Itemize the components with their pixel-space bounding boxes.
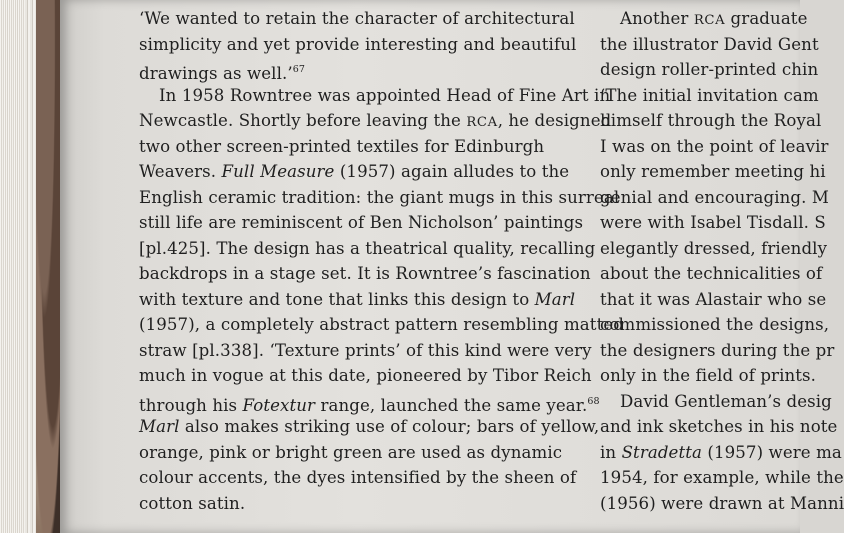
left-text-segment: range, launched the same year. [315,395,588,415]
right-text-segment: 1954, for example, while the [600,468,844,487]
left-text-line [139,363,609,389]
left-text-segment: (1957), a completely abstract pattern resembling matted [139,315,624,334]
right-text-line [600,32,819,58]
right-text-segment: Stradetta [621,442,703,462]
left-text-segment: Marl [534,289,576,309]
book-page [60,0,844,533]
left-text-segment: with texture and tone that links this design to [139,289,535,309]
left-text-line [139,108,612,134]
right-text-line [600,363,817,389]
right-text-segment: about the technicalities of [600,264,823,283]
left-text-segment: much in vogue at this date, pioneered by Tibor Reich [139,366,592,385]
right-text-line [600,312,830,338]
left-text-line [139,312,624,338]
left-text-segment: through his [139,395,243,415]
left-text-line [139,185,620,211]
left-text-line [139,236,609,262]
right-text-segment: (1956) were drawn at Manni [600,493,844,513]
left-text-segment: cotton satin. [139,493,246,513]
left-text-segment: , he designed [497,111,612,130]
left-text-segment: Marl [139,417,180,436]
left-text-line [139,440,609,466]
right-text-segment: David Gentleman’s desig [620,391,832,411]
left-text-line [139,57,609,83]
right-text-line [600,83,819,109]
right-text-segment: ‘The initial invitation cam [600,85,819,105]
right-text-segment: graduate [725,9,808,28]
left-text-segment: colour accents, the dyes intensified by the sheen of [139,468,577,487]
right-text-line [600,159,826,185]
stacked-pages-edge [0,0,24,533]
left-text-segment: two other screen-printed textiles for Edinburgh [139,136,545,156]
right-text-segment: that it was Alastair who se [600,289,827,309]
left-text-line [139,389,609,415]
right-text-segment: and ink sketches in his note [600,417,838,436]
left-text-segment: 68 [587,395,600,407]
right-text-segment: elegantly dressed, friendly [600,238,828,258]
left-text-line [139,465,609,491]
right-text-segment: in [600,442,622,462]
left-text-segment: drawings as well.’ [139,64,293,83]
left-text-segment: Weavers. [139,162,222,181]
right-text-line [600,210,826,236]
left-text-line [139,491,609,517]
left-text-segment: Full Measure [221,162,335,181]
right-text-segment: I was on the point of leavir [600,136,829,156]
left-text-line [139,6,609,32]
left-text-segment: orange, pink or bright green are used as dynamic [139,442,563,462]
right-text-line [600,6,808,32]
right-text-segment: were with Isabel Tisdall. S [600,213,826,232]
right-text-segment: the designers during the pr [600,340,835,360]
left-text-column [139,6,624,516]
left-text-segment: 67 [292,64,306,75]
right-text-line [600,108,822,134]
left-text-line [139,338,609,364]
left-text-line [139,83,609,109]
left-text-line [139,32,609,58]
left-text-segment: straw [pl.338]. ‘Texture prints’ of this kind were very [139,340,592,360]
right-text-segment: the illustrator David Gent [600,34,819,54]
right-text-segment: Another [620,9,694,28]
right-text-segment: commissioned the designs, [600,315,830,334]
left-text-line [139,287,609,313]
left-text-line [139,159,609,185]
right-text-line [600,261,823,287]
right-text-line [600,57,819,83]
left-text-segment: ‘We wanted to retain the character of architectural [139,9,575,28]
right-text-line [600,491,844,517]
left-text-segment: In 1958 Rowntree was appointed Head of Fine Art in [159,85,611,105]
left-text-segment: English ceramic tradition: the giant mugs in this surreal [139,187,620,207]
left-text-segment: Fotextur [242,395,316,415]
right-text-column [600,6,844,516]
right-text-line [600,465,844,491]
right-text-line [600,338,835,364]
left-text-segment: backdrops in a stage set. It is Rowntree’s fascination [139,264,591,283]
right-text-line [600,185,829,211]
left-text-line [139,210,609,236]
right-text-segment: (1957) were ma [702,442,842,462]
right-text-line [600,134,829,160]
right-text-segment: RCA [693,13,726,28]
right-text-segment: only remember meeting hi [600,162,826,181]
right-text-segment: genial and encouraging. M [600,187,829,207]
right-text-line [600,287,827,313]
right-text-line [600,440,842,466]
left-text-segment: Newcastle. Shortly before leaving the [139,111,467,130]
left-text-line [139,134,609,160]
right-text-segment: only in the field of prints. [600,366,817,385]
right-text-line [600,236,828,262]
right-text-segment: himself through the Royal [600,111,822,130]
left-text-segment: [pl.425]. The design has a theatrical quality, recalling [139,238,596,258]
right-text-segment: design roller-printed chin [600,60,819,79]
left-text-segment: still life are reminiscent of Ben Nicholson’ paintings [139,213,584,232]
left-text-line [139,261,609,287]
right-text-line [600,414,838,440]
left-text-segment: simplicity and yet provide interesting and beautiful [139,34,577,54]
left-text-line [139,414,609,440]
right-text-line [600,389,832,415]
left-text-segment: RCA [466,115,498,130]
left-text-segment: also makes striking use of colour; bars of yellow, [179,417,600,436]
left-text-segment: (1957) again alludes to the [334,162,570,181]
